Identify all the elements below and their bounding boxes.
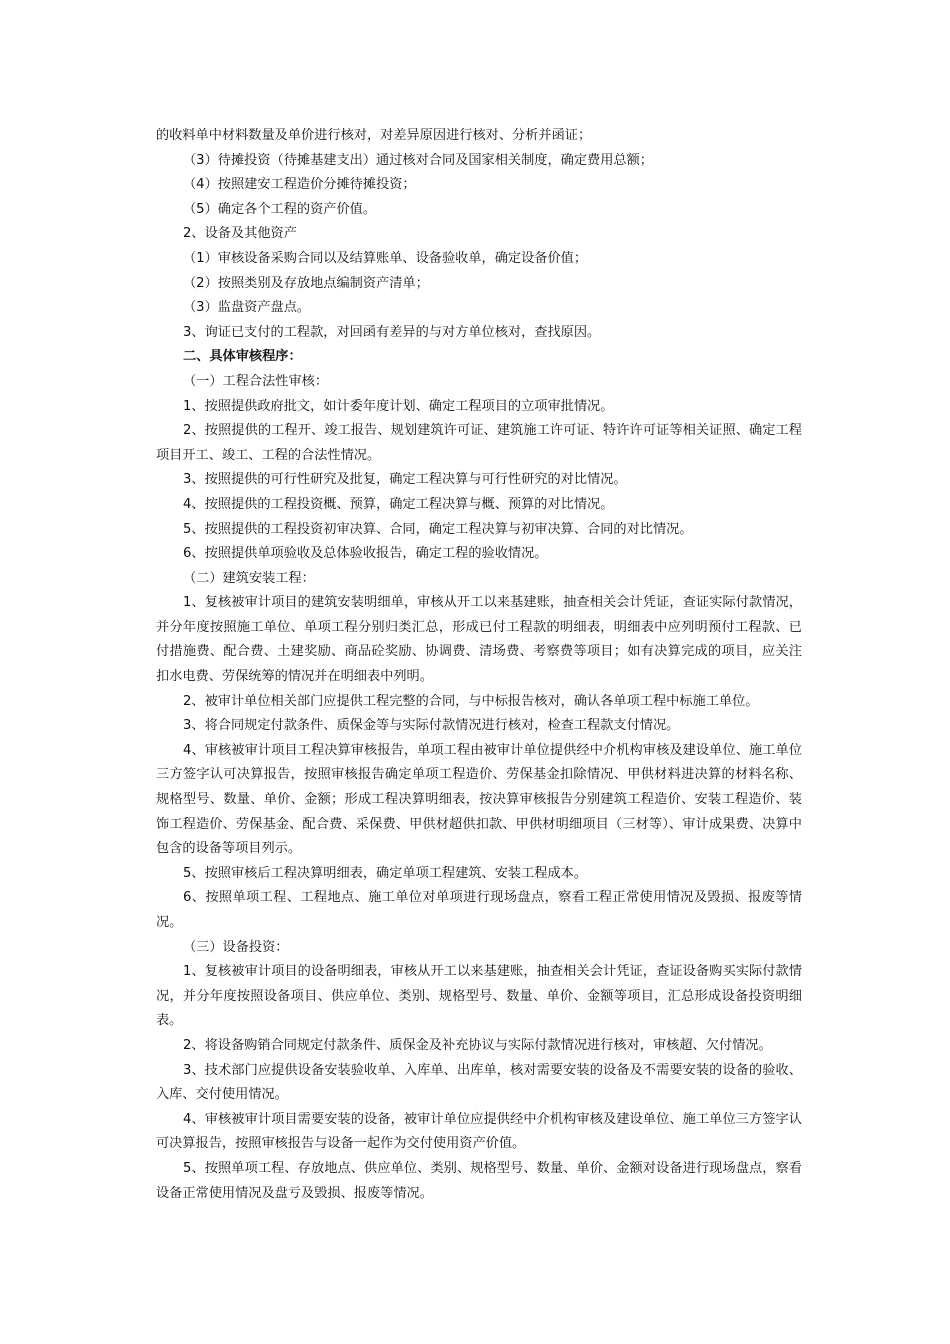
section-heading: 二、具体审核程序： <box>183 349 302 365</box>
subsection-heading: 2、设备及其他资产 <box>183 226 297 242</box>
list-item: （4）按照建安工程造价分摊待摊投资； <box>183 177 416 193</box>
body-paragraph: 5、按照单项工程、存放地点、供应单位、类别、规格型号、数量、单价、金额对设备进行现场盘点，察看设备正常使用情况及盘亏及毁损、报废等情况。 <box>156 1160 802 1201</box>
document-body <box>156 124 802 1206</box>
body-paragraph: 2、被审计单位相关部门应提供工程完整的合同，与中标报告核对，确认各单项工程中标施工单位。 <box>183 693 759 709</box>
list-item: （3）监盘资产盘点。 <box>183 300 311 316</box>
list-item: （3）待摊投资（待摊基建支出）通过核对合同及国家相关制度，确定费用总额； <box>183 152 653 168</box>
body-paragraph: 5、按照提供的工程投资初审决算、合同，确定工程决算与初审决算、合同的对比情况。 <box>183 521 693 537</box>
list-item: （5）确定各个工程的资产价值。 <box>183 201 377 217</box>
body-paragraph: 3、将合同规定付款条件、质保金等与实际付款情况进行核对，检查工程款支付情况。 <box>183 718 680 734</box>
body-paragraph: 4、审核被审计项目工程决算审核报告，单项工程由被审计单位提供经中介机构审核及建设单位、施工单位三方签字认可决算报告，按照审核报告确定单项工程造价、劳保基金扣除情况、甲供材料进决算的材料名称、规格型号、数量、单价、金额；形成工程决算明细表，按决算审核报告分别建筑工程造价、安装工程造价、装饰工程造价、劳保基金、配合费、采保费、甲供材超供扣款、甲供材明细项目（三材等）、审计成果费、决算中包含的设备等项目列示。 <box>156 742 802 857</box>
body-paragraph: 4、按照提供的工程投资概、预算，确定工程决算与概、预算的对比情况。 <box>183 496 614 512</box>
body-paragraph: 1、按照提供政府批文，如计委年度计划、确定工程项目的立项审批情况。 <box>183 398 614 414</box>
subsection-heading: （一）工程合法性审核： <box>183 373 329 389</box>
body-paragraph: 2、按照提供的工程开、竣工报告、规划建筑许可证、建筑施工许可证、特许许可证等相关证照、确定工程项目开工、竣工、工程的合法性情况。 <box>156 423 802 463</box>
body-paragraph: 4、审核被审计项目需要安装的设备，被审计单位应提供经中介机构审核及建设单位、施工单位三方签字认可决算报告，按照审核报告与设备一起作为交付使用资产价值。 <box>156 1111 802 1152</box>
body-paragraph: 1、复核被审计项目的设备明细表，审核从开工以来基建账，抽查相关会计凭证，查证设备购买实际付款情况，并分年度按照设备项目、供应单位、类别、规格型号、数量、单价、金额等项目，汇总形成设备投资明细表。 <box>156 964 802 1029</box>
subsection-heading: （三）设备投资： <box>183 939 289 955</box>
body-paragraph: 6、按照单项工程、工程地点、施工单位对单项进行现场盘点，察看工程正常使用情况及毁损、报废等情况。 <box>156 890 802 930</box>
list-item: （2）按照类别及存放地点编制资产清单； <box>183 275 429 291</box>
subsection-heading: （二）建筑安装工程： <box>183 570 315 586</box>
body-paragraph: 2、将设备购销合同规定付款条件、质保金及补充协议与实际付款情况进行核对，审核超、欠付情况。 <box>183 1037 772 1053</box>
body-paragraph: 3、技术部门应提供设备安装验收单、入库单、出库单，核对需要安装的设备及不需要安装的设备的验收、入库、交付使用情况。 <box>156 1062 802 1103</box>
body-paragraph: 3、按照提供的可行性研究及批复，确定工程决算与可行性研究的对比情况。 <box>183 472 627 488</box>
body-paragraph: 5、按照审核后工程决算明细表，确定单项工程建筑、安装工程成本。 <box>183 865 588 881</box>
body-paragraph: 的收料单中材料数量及单价进行核对，对差异原因进行核对、分析并函证； <box>156 128 592 143</box>
body-paragraph: 3、询证已支付的工程款，对回函有差异的与对方单位核对，查找原因。 <box>183 324 601 340</box>
body-paragraph: 1、复核被审计项目的建筑安装明细单，审核从开工以来基建账，抽查相关会计凭证，查证实际付款情况，并分年度按照施工单位、单项工程分别归类汇总，形成已付工程款的明细表，明细表中应列明预付工程款、已付措施费、配合费、土建奖励、商品砼奖励、协调费、清场费、考察费等项目；如有决算完成的项目，应关注扣水电费、劳保统筹的情况并在明细表中列明。 <box>156 595 802 685</box>
list-item: （1）审核设备采购合同以及结算账单、设备验收单，确定设备价值； <box>183 250 588 266</box>
body-paragraph: 6、按照提供单项验收及总体验收报告，确定工程的验收情况。 <box>183 546 548 562</box>
